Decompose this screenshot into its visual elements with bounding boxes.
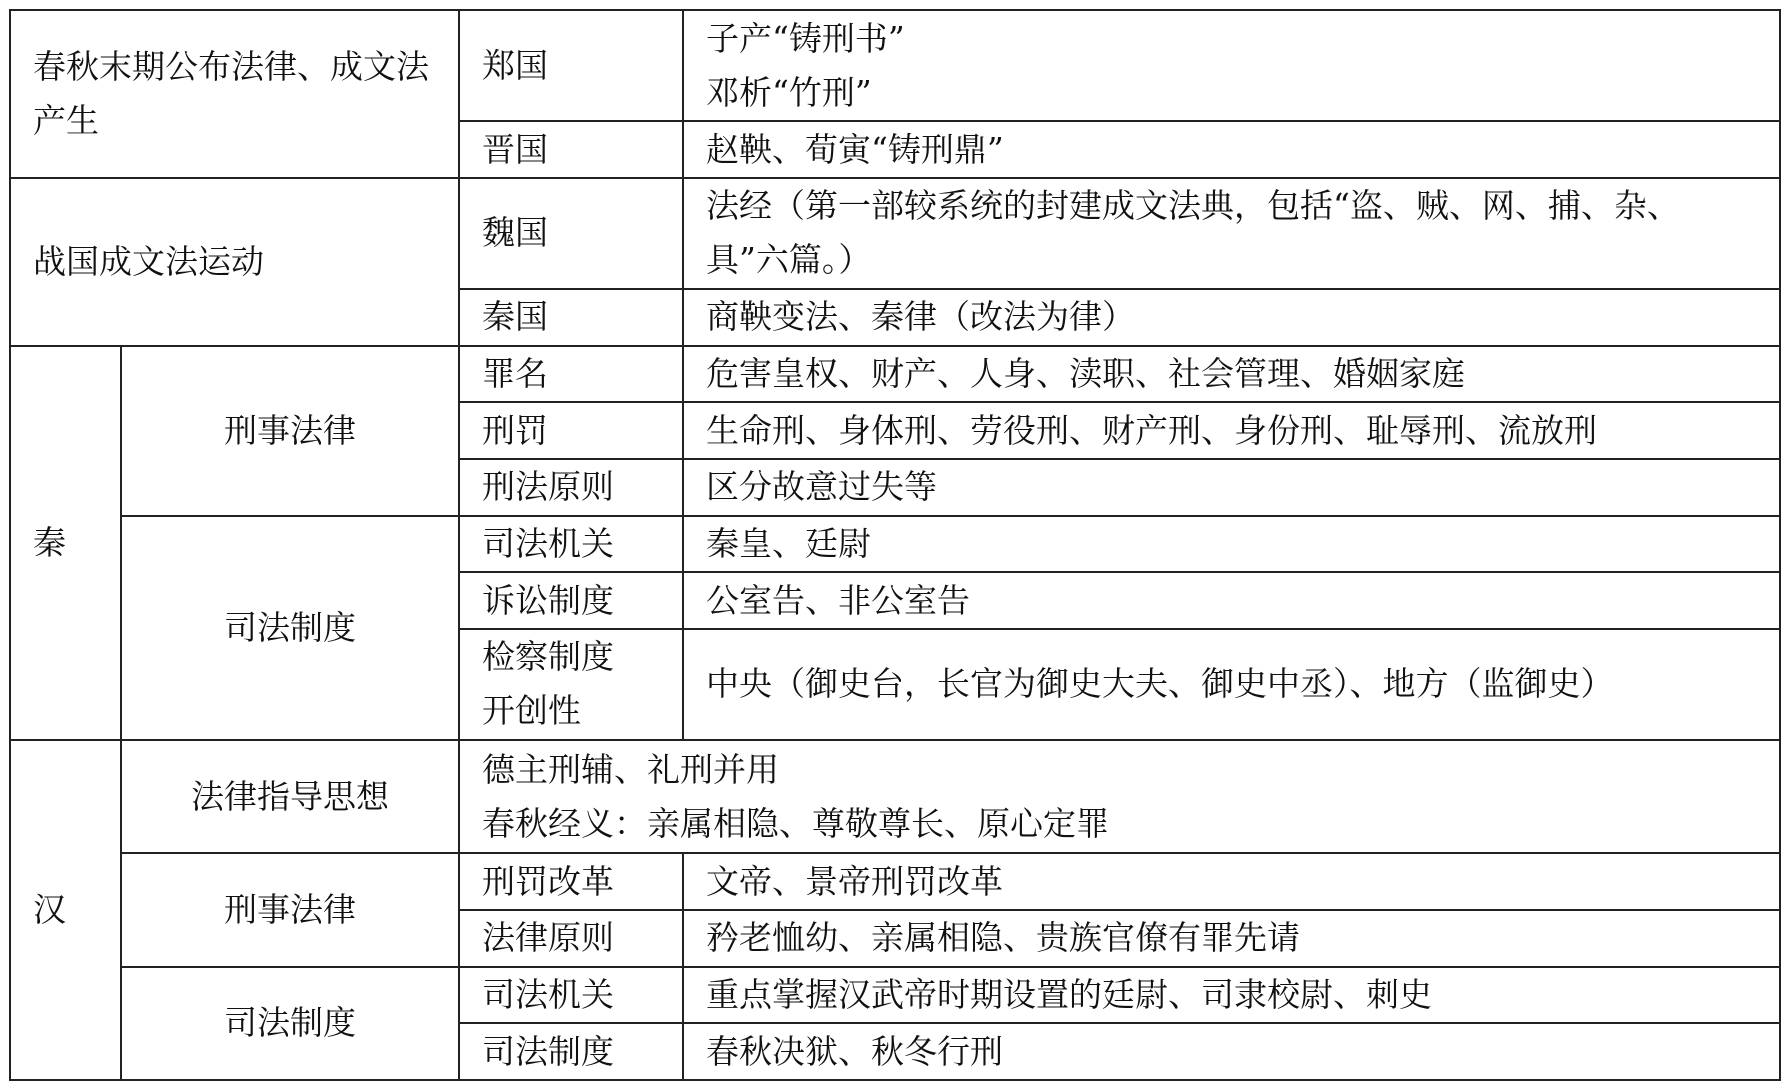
- period-cell-warring-states: [10, 178, 459, 346]
- period-cell-qin: [10, 346, 121, 740]
- item-cell: [459, 572, 683, 629]
- content-cell: [683, 910, 1780, 967]
- content-text: 商鞅变法、秦律（改法为律）: [706, 297, 1135, 337]
- content-line: 德主刑辅、礼刑并用: [482, 749, 779, 789]
- item-cell: [459, 853, 683, 910]
- content-text: 赵鞅、荀寅“铸刑鼎”: [706, 129, 1004, 169]
- table-row: [10, 10, 1780, 121]
- content-text: 秦皇、廷尉: [706, 523, 871, 563]
- item-cell: [459, 910, 683, 967]
- content-cell: [683, 629, 1780, 740]
- content-text: 生命刑、身体刑、劳役刑、财产刑、身份刑、耻辱刑、流放刑: [706, 410, 1597, 450]
- category-cell-qin-criminal: [121, 346, 459, 516]
- period-label: 战国成文法运动: [33, 241, 264, 281]
- state-label: 秦国: [482, 297, 548, 337]
- content-text: 危害皇权、财产、人身、渎职、社会管理、婚姻家庭: [706, 354, 1465, 394]
- item-label: 罪名: [482, 354, 548, 394]
- category-cell-qin-judicial: [121, 516, 459, 740]
- content-cell-jin: [683, 121, 1780, 178]
- state-cell-wei: [459, 178, 683, 289]
- state-cell-qin-state: [459, 289, 683, 346]
- item-cell: [459, 459, 683, 516]
- category-label: 刑事法律: [224, 410, 356, 450]
- category-label: 刑事法律: [224, 889, 356, 929]
- category-label: 司法制度: [224, 1003, 356, 1043]
- item-label: 刑罚改革: [482, 861, 614, 901]
- item-cell: [459, 1023, 683, 1080]
- content-text: 矜老恤幼、亲属相隐、贵族官僚有罪先请: [706, 918, 1300, 958]
- content-line: 子产“铸刑书”: [706, 18, 905, 58]
- period-label: 汉: [33, 890, 66, 930]
- category-label: 司法制度: [224, 607, 356, 647]
- content-text: 春秋决狱、秋冬行刑: [706, 1031, 1003, 1071]
- item-label: 诉讼制度: [482, 580, 614, 620]
- content-cell: [683, 402, 1780, 459]
- content-line: 邓析“竹刑”: [706, 72, 872, 112]
- item-label-line: 检察制度: [482, 637, 614, 677]
- content-cell-wei: [683, 178, 1780, 289]
- content-cell: [683, 346, 1780, 403]
- content-cell-zheng: [683, 10, 1780, 121]
- item-cell: [459, 516, 683, 573]
- period-label: 秦: [33, 522, 66, 562]
- item-cell: [459, 402, 683, 459]
- content-cell: [683, 967, 1780, 1024]
- item-label: 法律原则: [482, 918, 614, 958]
- period-cell-spring-autumn: [10, 10, 459, 178]
- item-cell: [459, 346, 683, 403]
- content-text: 区分故意过失等: [706, 467, 937, 507]
- table-row: [10, 516, 1780, 573]
- item-label-line: 开创性: [482, 691, 581, 731]
- content-cell: [683, 853, 1780, 910]
- category-cell-han-judicial: [121, 967, 459, 1080]
- table-row: [10, 853, 1780, 910]
- content-cell: [683, 1023, 1780, 1080]
- item-label: 刑法原则: [482, 467, 614, 507]
- item-label: 司法机关: [482, 974, 614, 1014]
- table-row: [10, 740, 1780, 853]
- category-cell-han-criminal: [121, 853, 459, 966]
- content-text: 重点掌握汉武帝时期设置的廷尉、司隶校尉、刺史: [706, 974, 1432, 1014]
- table-row: [10, 178, 1780, 289]
- period-label: 春秋末期公布法律、成文法产生: [33, 46, 429, 140]
- content-cell: [683, 516, 1780, 573]
- content-text: 文帝、景帝刑罚改革: [706, 861, 1003, 901]
- content-text: 中央（御史台，长官为御史大夫、御史中丞）、地方（监御史）: [706, 664, 1614, 704]
- state-label: 郑国: [482, 45, 548, 85]
- item-label: 刑罚: [482, 410, 548, 450]
- content-text: 法经（第一部较系统的封建成文法典，包括“盗、贼、网、捕、杂、具”六篇。）: [706, 186, 1680, 280]
- category-label: 法律指导思想: [191, 776, 389, 816]
- content-line: 春秋经义：亲属相隐、尊敬尊长、原心定罪: [482, 803, 1109, 843]
- content-cell: [683, 459, 1780, 516]
- table-row: [10, 346, 1780, 403]
- legal-history-table-container: [9, 9, 1779, 1081]
- item-label: 司法机关: [482, 523, 614, 563]
- state-label: 魏国: [482, 213, 548, 253]
- content-text: 公室告、非公室告: [706, 580, 970, 620]
- table-row: [10, 967, 1780, 1024]
- item-cell: [459, 629, 683, 740]
- state-label: 晋国: [482, 129, 548, 169]
- legal-history-table: [9, 9, 1781, 1081]
- content-cell-qin-state: [683, 289, 1780, 346]
- content-cell: [683, 572, 1780, 629]
- item-cell: [459, 967, 683, 1024]
- category-cell-han-guiding: [121, 740, 459, 853]
- state-cell-jin: [459, 121, 683, 178]
- content-cell-han-guiding: [459, 740, 1780, 853]
- item-label: 司法制度: [482, 1031, 614, 1071]
- state-cell-zheng: [459, 10, 683, 121]
- period-cell-han: [10, 740, 121, 1080]
